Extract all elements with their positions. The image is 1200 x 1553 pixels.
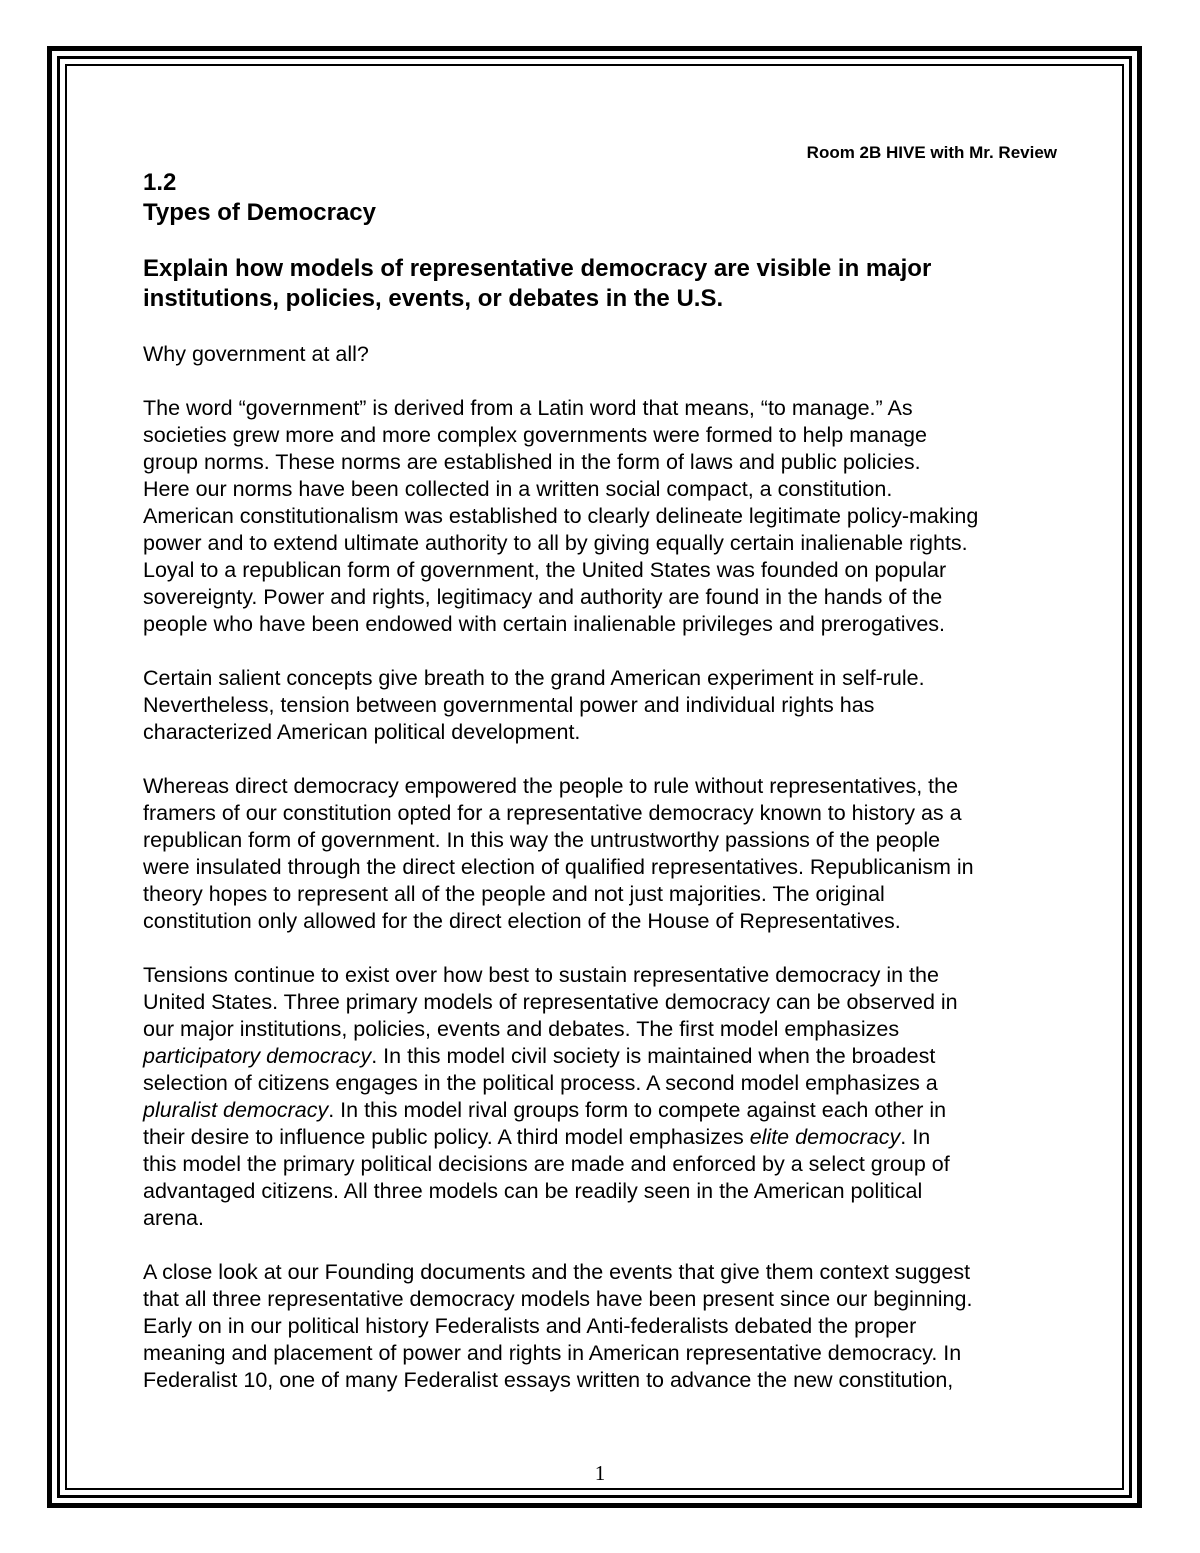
paragraph-line: Loyal to a republican form of government, the United States was founded on popular bbox=[143, 558, 947, 582]
paragraph-line: meaning and placement of power and rights in American representative democracy. In bbox=[143, 1341, 962, 1365]
paragraph-line: Tensions continue to exist over how best to sustain representative democracy in the bbox=[143, 963, 939, 987]
line-text: their desire to influence public policy. A third model emphasizes bbox=[143, 1125, 750, 1149]
line-text: . In this model civil society is maintained when the broadest bbox=[371, 1044, 936, 1068]
paragraph-line: were insulated through the direct election of qualified representatives. Republicanism in bbox=[143, 855, 974, 879]
paragraph-line: that all three representative democracy models have been present since our beginning. bbox=[143, 1287, 973, 1311]
paragraph-line bbox=[143, 1097, 1073, 1124]
paragraph-line: The word “government” is derived from a Latin word that means, “to manage.” As bbox=[143, 396, 913, 420]
unit-number: 1.2 bbox=[143, 169, 177, 196]
paragraph-1 bbox=[143, 395, 1073, 638]
paragraph-2 bbox=[143, 665, 1073, 746]
paragraph-3 bbox=[143, 773, 1073, 935]
paragraph-line: American constitutionalism was established to clearly delineate legitimate policy-making bbox=[143, 504, 979, 528]
paragraph-line: Nevertheless, tension between governmental power and individual rights has bbox=[143, 693, 875, 717]
line-text: . In this model rival groups form to compete against each other in bbox=[328, 1098, 947, 1122]
paragraph-line: framers of our constitution opted for a representative democracy known to history as a bbox=[143, 801, 962, 825]
paragraph-line: Whereas direct democracy empowered the people to rule without representatives, the bbox=[143, 774, 959, 798]
page-number: 1 bbox=[594, 1461, 606, 1485]
term-participatory-democracy: participatory democracy bbox=[143, 1044, 372, 1068]
paragraph-line: republican form of government. In this way the untrustworthy passions of the people bbox=[143, 828, 941, 852]
paragraph-line: this model the primary political decisions are made and enforced by a select group of bbox=[143, 1152, 950, 1176]
question-text: Why government at all? bbox=[143, 342, 369, 366]
term-pluralist-democracy: pluralist democracy bbox=[143, 1098, 329, 1122]
paragraph-line: group norms. These norms are established in the form of laws and public policies. bbox=[143, 450, 921, 474]
paragraph-line: Certain salient concepts give breath to the grand American experiment in self-rule. bbox=[143, 666, 925, 690]
page-title: Types of Democracy bbox=[143, 199, 376, 226]
paragraph-line: A close look at our Founding documents and the events that give them context suggest bbox=[143, 1260, 971, 1284]
paragraph-line bbox=[143, 1124, 1073, 1151]
learning-objective: Explain how models of representative democracy are visible in major institutions, policies, events, or debates in the U.S. bbox=[143, 255, 932, 312]
term-elite-democracy: elite democracy bbox=[749, 1125, 901, 1149]
paragraph-line: selection of citizens engages in the political process. A second model emphasizes a bbox=[143, 1071, 938, 1095]
paragraph-line: Early on in our political history Federalists and Anti-federalists debated the proper bbox=[143, 1314, 917, 1338]
paragraph-line bbox=[143, 1043, 1073, 1070]
paragraph-line: arena. bbox=[143, 1206, 204, 1230]
paragraph-line: power and to extend ultimate authority to all by giving equally certain inalienable rights. bbox=[143, 531, 968, 555]
paragraph-line: advantaged citizens. All three models can be readily seen in the American political bbox=[143, 1179, 923, 1203]
paragraph-line: constitution only allowed for the direct election of the House of Representatives. bbox=[143, 909, 901, 933]
document-body bbox=[143, 135, 1073, 1394]
room-header: Room 2B HIVE with Mr. Review bbox=[806, 143, 1057, 162]
line-text: . In bbox=[900, 1125, 931, 1149]
paragraph-line: theory hopes to represent all of the people and not just majorities. The original bbox=[143, 882, 885, 906]
paragraph-line: sovereignty. Power and rights, legitimacy and authority are found in the hands of the bbox=[143, 585, 943, 609]
paragraph-line: United States. Three primary models of representative democracy can be observed in bbox=[143, 990, 958, 1014]
paragraph-5 bbox=[143, 1259, 1073, 1394]
paragraph-line: societies grew more and more complex governments were formed to help manage bbox=[143, 423, 927, 447]
paragraph-line: our major institutions, policies, events and debates. The first model emphasizes bbox=[143, 1017, 900, 1041]
paragraph-line: Federalist 10, one of many Federalist essays written to advance the new constitution, bbox=[143, 1368, 954, 1392]
paragraph-line: people who have been endowed with certain inalienable privileges and prerogatives. bbox=[143, 612, 946, 636]
paragraph-line: Here our norms have been collected in a written social compact, a constitution. bbox=[143, 477, 893, 501]
paragraph-4 bbox=[143, 962, 1073, 1232]
paragraph-line: characterized American political development. bbox=[143, 720, 581, 744]
